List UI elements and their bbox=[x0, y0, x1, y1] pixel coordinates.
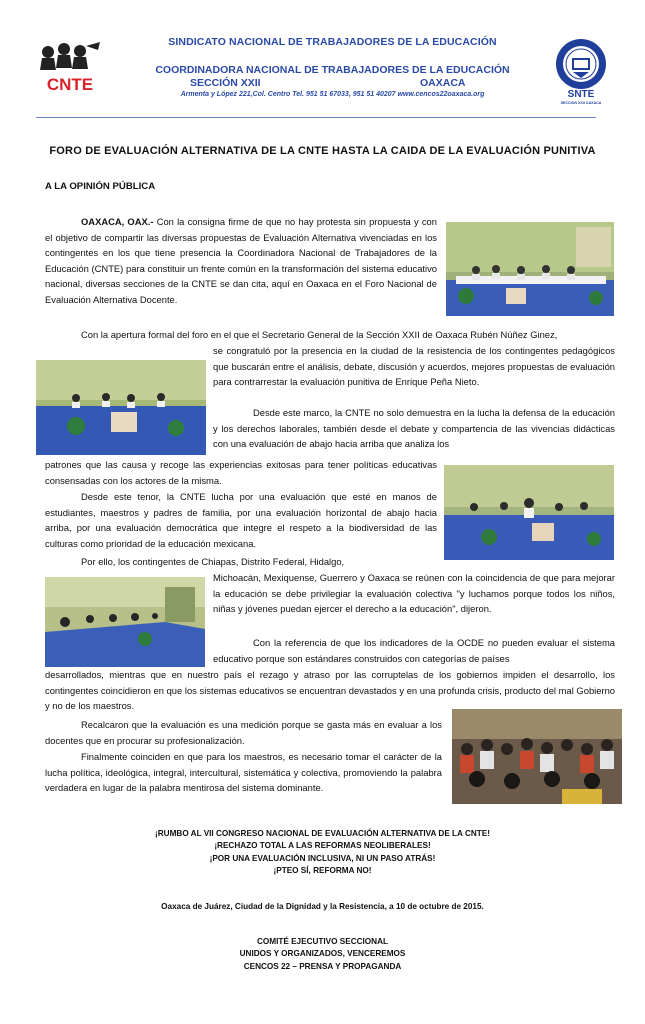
paragraph-1-dateline: OAXACA, OAX.- bbox=[81, 216, 154, 227]
document-subtitle: A LA OPINIÓN PÚBLICA bbox=[45, 181, 156, 192]
header-rule bbox=[36, 117, 596, 118]
signature-line: UNIDOS Y ORGANIZADOS, VENCEREMOS bbox=[239, 949, 406, 959]
contact-address: Armenta y López 221,Col. Centro Tel. 951 51 67033, 951 51 40207 www.cencos22oaxaca.org bbox=[180, 91, 485, 98]
paragraph-2-cont: se congratuló por la presencia en la ciudad de la resistencia de los contingentes pedagógicos que buscarán entre el análisis, debate, discusión y acuerdos, mejores propuestas de evaluación para contrarrestar la evaluación punitiva de Enrique Peña Nieto. bbox=[213, 345, 615, 388]
snte-seal-text: SNTE bbox=[567, 89, 595, 100]
cnte-logo-text: CNTE bbox=[46, 75, 94, 94]
paragraph-8: Finalmente coinciden en que para los maestros, es necesario tomar el carácter de la lucha política, ideológica, integral, intercultural, sistemática y colectiva, promoviendo la palabra verdadera en lugar de la palabra mentirosa del sistema dominante. bbox=[45, 751, 442, 794]
section-number: SECCIÓN XXII bbox=[190, 77, 261, 89]
slogan-line: ¡POR UNA EVALUACIÓN INCLUSIVA, NI UN PASO ATRÁS! bbox=[209, 853, 436, 863]
photo-audience bbox=[452, 709, 622, 804]
signature-block bbox=[0, 936, 645, 973]
slogan-line: ¡RECHAZO TOTAL A LAS REFORMAS NEOLIBERALES! bbox=[214, 841, 431, 851]
paragraph-7: Recalcaron que la evaluación es una medición porque se gasta más en evaluar a los docentes que en procurar su profesionalización. bbox=[45, 719, 442, 746]
paragraph-5-lead: Por ello, los contingentes de Chiapas, Distrito Federal, Hidalgo, bbox=[81, 556, 345, 567]
paragraph-2-lead: Con la apertura formal del foro en el que el Secretario General de la Sección XXII de Oaxaca Rubén Núñez Ginez, bbox=[81, 329, 558, 340]
union-name: SINDICATO NACIONAL DE TRABAJADORES DE LA EDUCACIÓN bbox=[168, 36, 497, 48]
dateline: Oaxaca de Juárez, Ciudad de la Dignidad y la Resistencia, a 10 de octubre de 2015. bbox=[161, 902, 484, 911]
photo-forum-side-view bbox=[45, 577, 205, 667]
slogan-line: ¡RUMBO AL VII CONGRESO NACIONAL DE EVALUACIÓN ALTERNATIVA DE LA CNTE! bbox=[155, 829, 490, 838]
paragraph-3-cont: patrones que las causa y recoge las experiencias exitosas para tener políticas educativas consensadas con los actores de la misma. bbox=[45, 459, 437, 486]
slogan-line: ¡PTEO SÍ, REFORMA NO! bbox=[273, 866, 372, 876]
paragraph-6-cont: desarrollados, mientras que en nuestro país el rezago y atraso por las corruptelas de los gobiernos impiden el desarrollo, los contingentes coincidieron en que los sistemas educativos se encuentran devastados y en una profunda crisis, producto del mal Gobierno y no de los maestros. bbox=[45, 669, 615, 712]
snte-seal bbox=[553, 38, 609, 106]
paragraph-6-lead: Con la referencia de que los indicadores de la OCDE no pueden evaluar el sistema educativo porque son estándares construidos con categorías de países bbox=[213, 637, 615, 664]
section-city: OAXACA bbox=[420, 77, 466, 89]
signature-line: CENCOS 22 – PRENSA Y PROPAGANDA bbox=[243, 961, 402, 971]
signature-line: COMITÉ EJECUTIVO SECCIONAL bbox=[256, 937, 388, 946]
slogans-block bbox=[0, 828, 645, 878]
photo-forum-speaker bbox=[444, 465, 614, 560]
paragraph-1 bbox=[45, 214, 437, 308]
photo-forum-stage-2 bbox=[36, 360, 206, 455]
coordinadora-name: COORDINADORA NACIONAL DE TRABAJADORES DE LA EDUCACIÓN bbox=[155, 64, 510, 76]
photo-forum-stage-1 bbox=[446, 222, 614, 316]
paragraph-5-cont: Michoacán, Mexiquense, Guerrero y Oaxaca se reúnen con la coincidencia de que para mejorar la educación se debe privilegiar la evaluación colectiva "y luchamos porque todos los niños, niñas y jóvenes puedan ejercer el derecho a la educación", dijeron. bbox=[213, 572, 615, 615]
paragraph-4: Desde este tenor, la CNTE lucha por una evaluación que esté en manos de estudiantes, maestros y padres de familia, por una evaluación horizontal de abajo hacia arriba, por una evaluación democrática que integre el respeto a la biodiversidad de las culturas como prioridad de la educación mexicana. bbox=[45, 491, 437, 549]
paragraph-1-text: Con la consigna firme de que no hay protesta sin propuesta y con el objetivo de compartir las diversas propuestas de Evaluación Alternativa vivenciadas en los contingentes en los que tiene presencia la Coordinadora Nacional de Trabajadores de la Educación (CNTE) para constituir un frente común en la transformación del sistema educativo nacional, diversas secciones de la CNTE se dan cita, aquí en Oaxaca en el Foro Nacional de Evaluación Alternativa Docente. bbox=[45, 216, 437, 305]
paragraph-3-lead: Desde este marco, la CNTE no solo demuestra en la lucha la defensa de la educación y los derechos laborales, también desde el debate y compartencia de las vivencias didácticas con una evaluación de abajo hacia arriba que analiza los bbox=[213, 407, 615, 450]
snte-seal-subtext: SECCION XXII OAXACA bbox=[560, 101, 602, 105]
document-title: FORO DE EVALUACIÓN ALTERNATIVA DE LA CNTE HASTA LA CAIDA DE LA EVALUACIÓN PUNITIVA bbox=[49, 145, 596, 157]
